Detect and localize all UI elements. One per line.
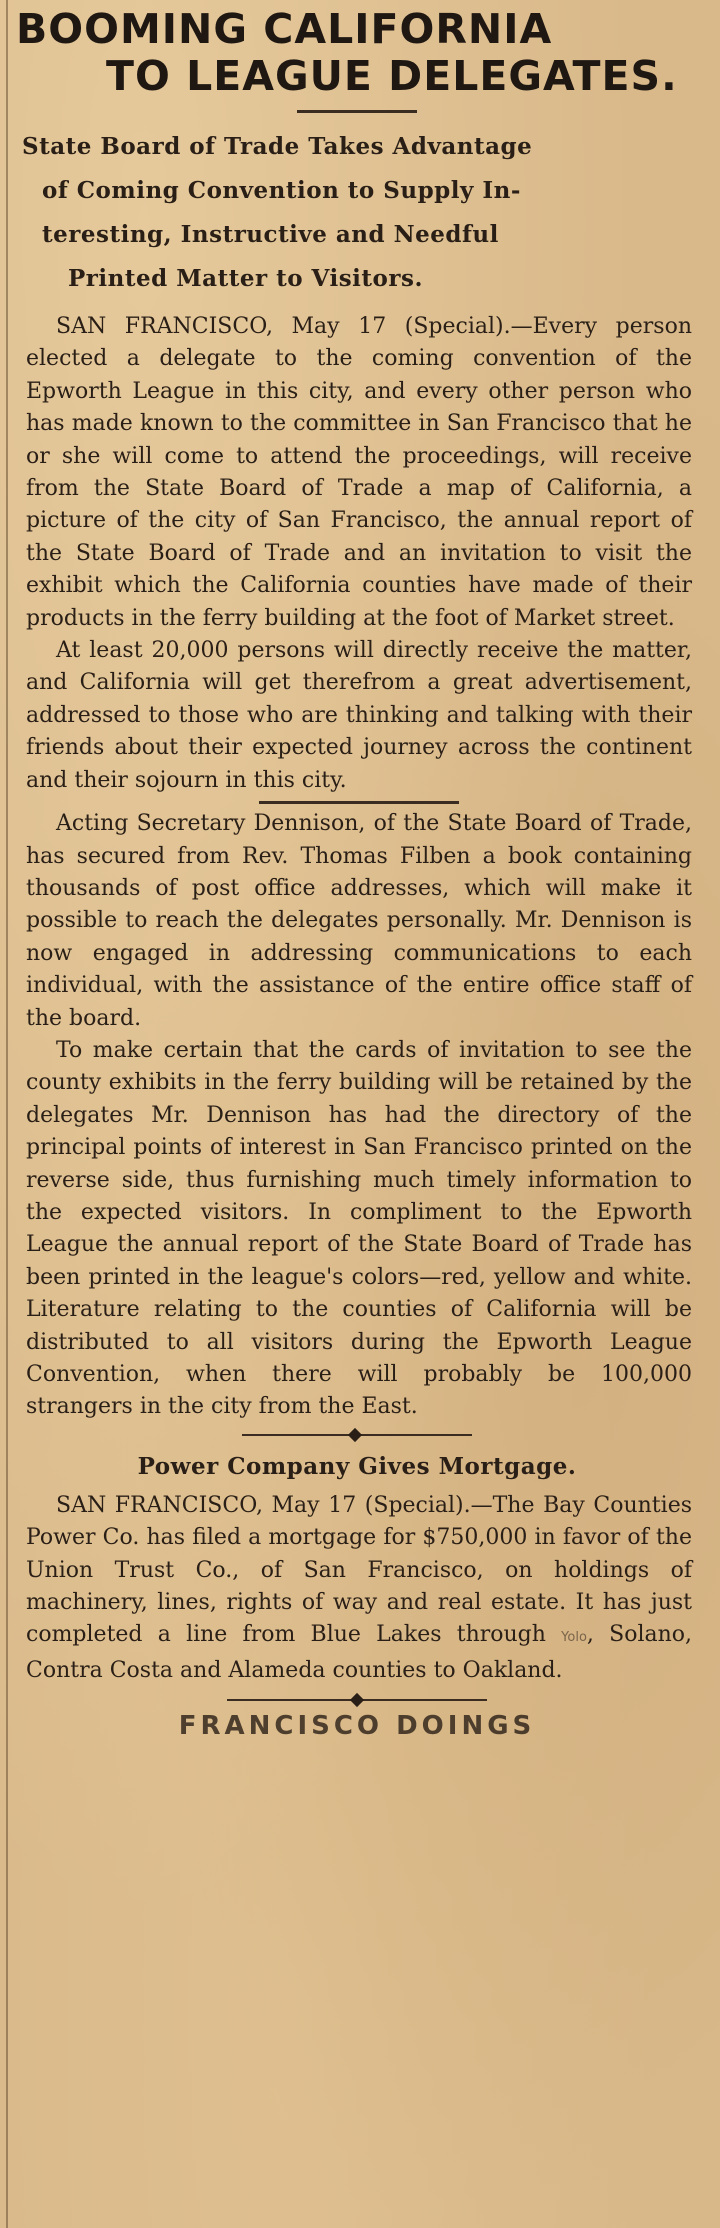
paragraph-divider — [259, 801, 459, 804]
second-article-body — [16, 1490, 698, 1687]
deck-line: State Board of Trade Takes Advantage — [22, 133, 533, 160]
deck-line: teresting, Instructive and Needful — [42, 221, 499, 248]
second-article-paragraph — [26, 1490, 692, 1687]
divider-diamond — [350, 1693, 364, 1707]
divider-diamond — [348, 1428, 362, 1442]
bottom-divider — [227, 1693, 487, 1707]
headline-line-1: BOOMING CALIFORNIA — [16, 5, 553, 53]
headline — [16, 6, 698, 100]
library-stamp: Yolo — [561, 1630, 587, 1646]
deck-subheadline — [16, 125, 698, 301]
article-paragraph: To make certain that the cards of invitation to see the county exhibits in the ferry building will be retained by the delegates Mr. Dennison has had the directory of the principal points of interest in San Francisco printed on the reverse side, thus furnishing much timely information to the expected visitors. In compliment to the Epworth League the annual report of the State Board of Trade has been printed in the league's colors—red, yellow and white. Literature relating to the counties of California will be distributed to all visitors during the Epworth League Convention, when there will probably be 100,000 strangers in the city from the East. — [26, 1037, 692, 1420]
headline-line-2: TO LEAGUE DELEGATES. — [106, 52, 678, 100]
section-divider — [242, 1428, 472, 1442]
paragraph-text-start: SAN FRANCISCO, May 17 (Special).—The Bay Counties Power Co. has filed a mortgage for $750,000 in favor of the Union Trust Co., of San Francisco, on holdings of machinery, lines, rights of way and real estate. It has just completed a line from Blue Lakes through — [26, 1492, 692, 1648]
paragraph-text-end: , Solano, Contra Costa and Alameda counties to Oakland. — [26, 1622, 692, 1683]
article-paragraph: SAN FRANCISCO, May 17 (Special).—Every person elected a delegate to the coming convention of the Epworth League in this city, and every other person who has made known to the committee in San Francisco that he or she will come to attend the proceedings, will receive from the State Board of Trade a map of California, a picture of the city of San Francisco, the annual report of the State Board of Trade and an invitation to visit the exhibit which the California counties have made of their products in the ferry building at the foot of Market street. — [26, 314, 692, 631]
deck-line: Printed Matter to Visitors. — [68, 265, 423, 292]
deck-line: of Coming Convention to Supply In- — [42, 177, 521, 204]
second-article-headline: Power Company Gives Mortgage. — [137, 1452, 577, 1480]
article-paragraph: At least 20,000 persons will directly receive the matter, and California will get therefrom a great advertisement, addressed to those who are thinking and talking with their friends about their expected journey across the continent and their sojourn in this city. — [26, 638, 692, 793]
article-body — [16, 311, 698, 1424]
article-paragraph: Acting Secretary Dennison, of the State Board of Trade, has secured from Rev. Thomas Filben a book containing thousands of post office addresses, which will make it possible to reach the delegates personally. Mr. Dennison is now engaged in addressing communications to each individual, with the assistance of the entire office staff of the board. — [26, 811, 692, 1031]
headline-rule — [297, 110, 417, 113]
cut-off-next-heading: FRANCISCO DOINGS — [178, 1711, 536, 1742]
